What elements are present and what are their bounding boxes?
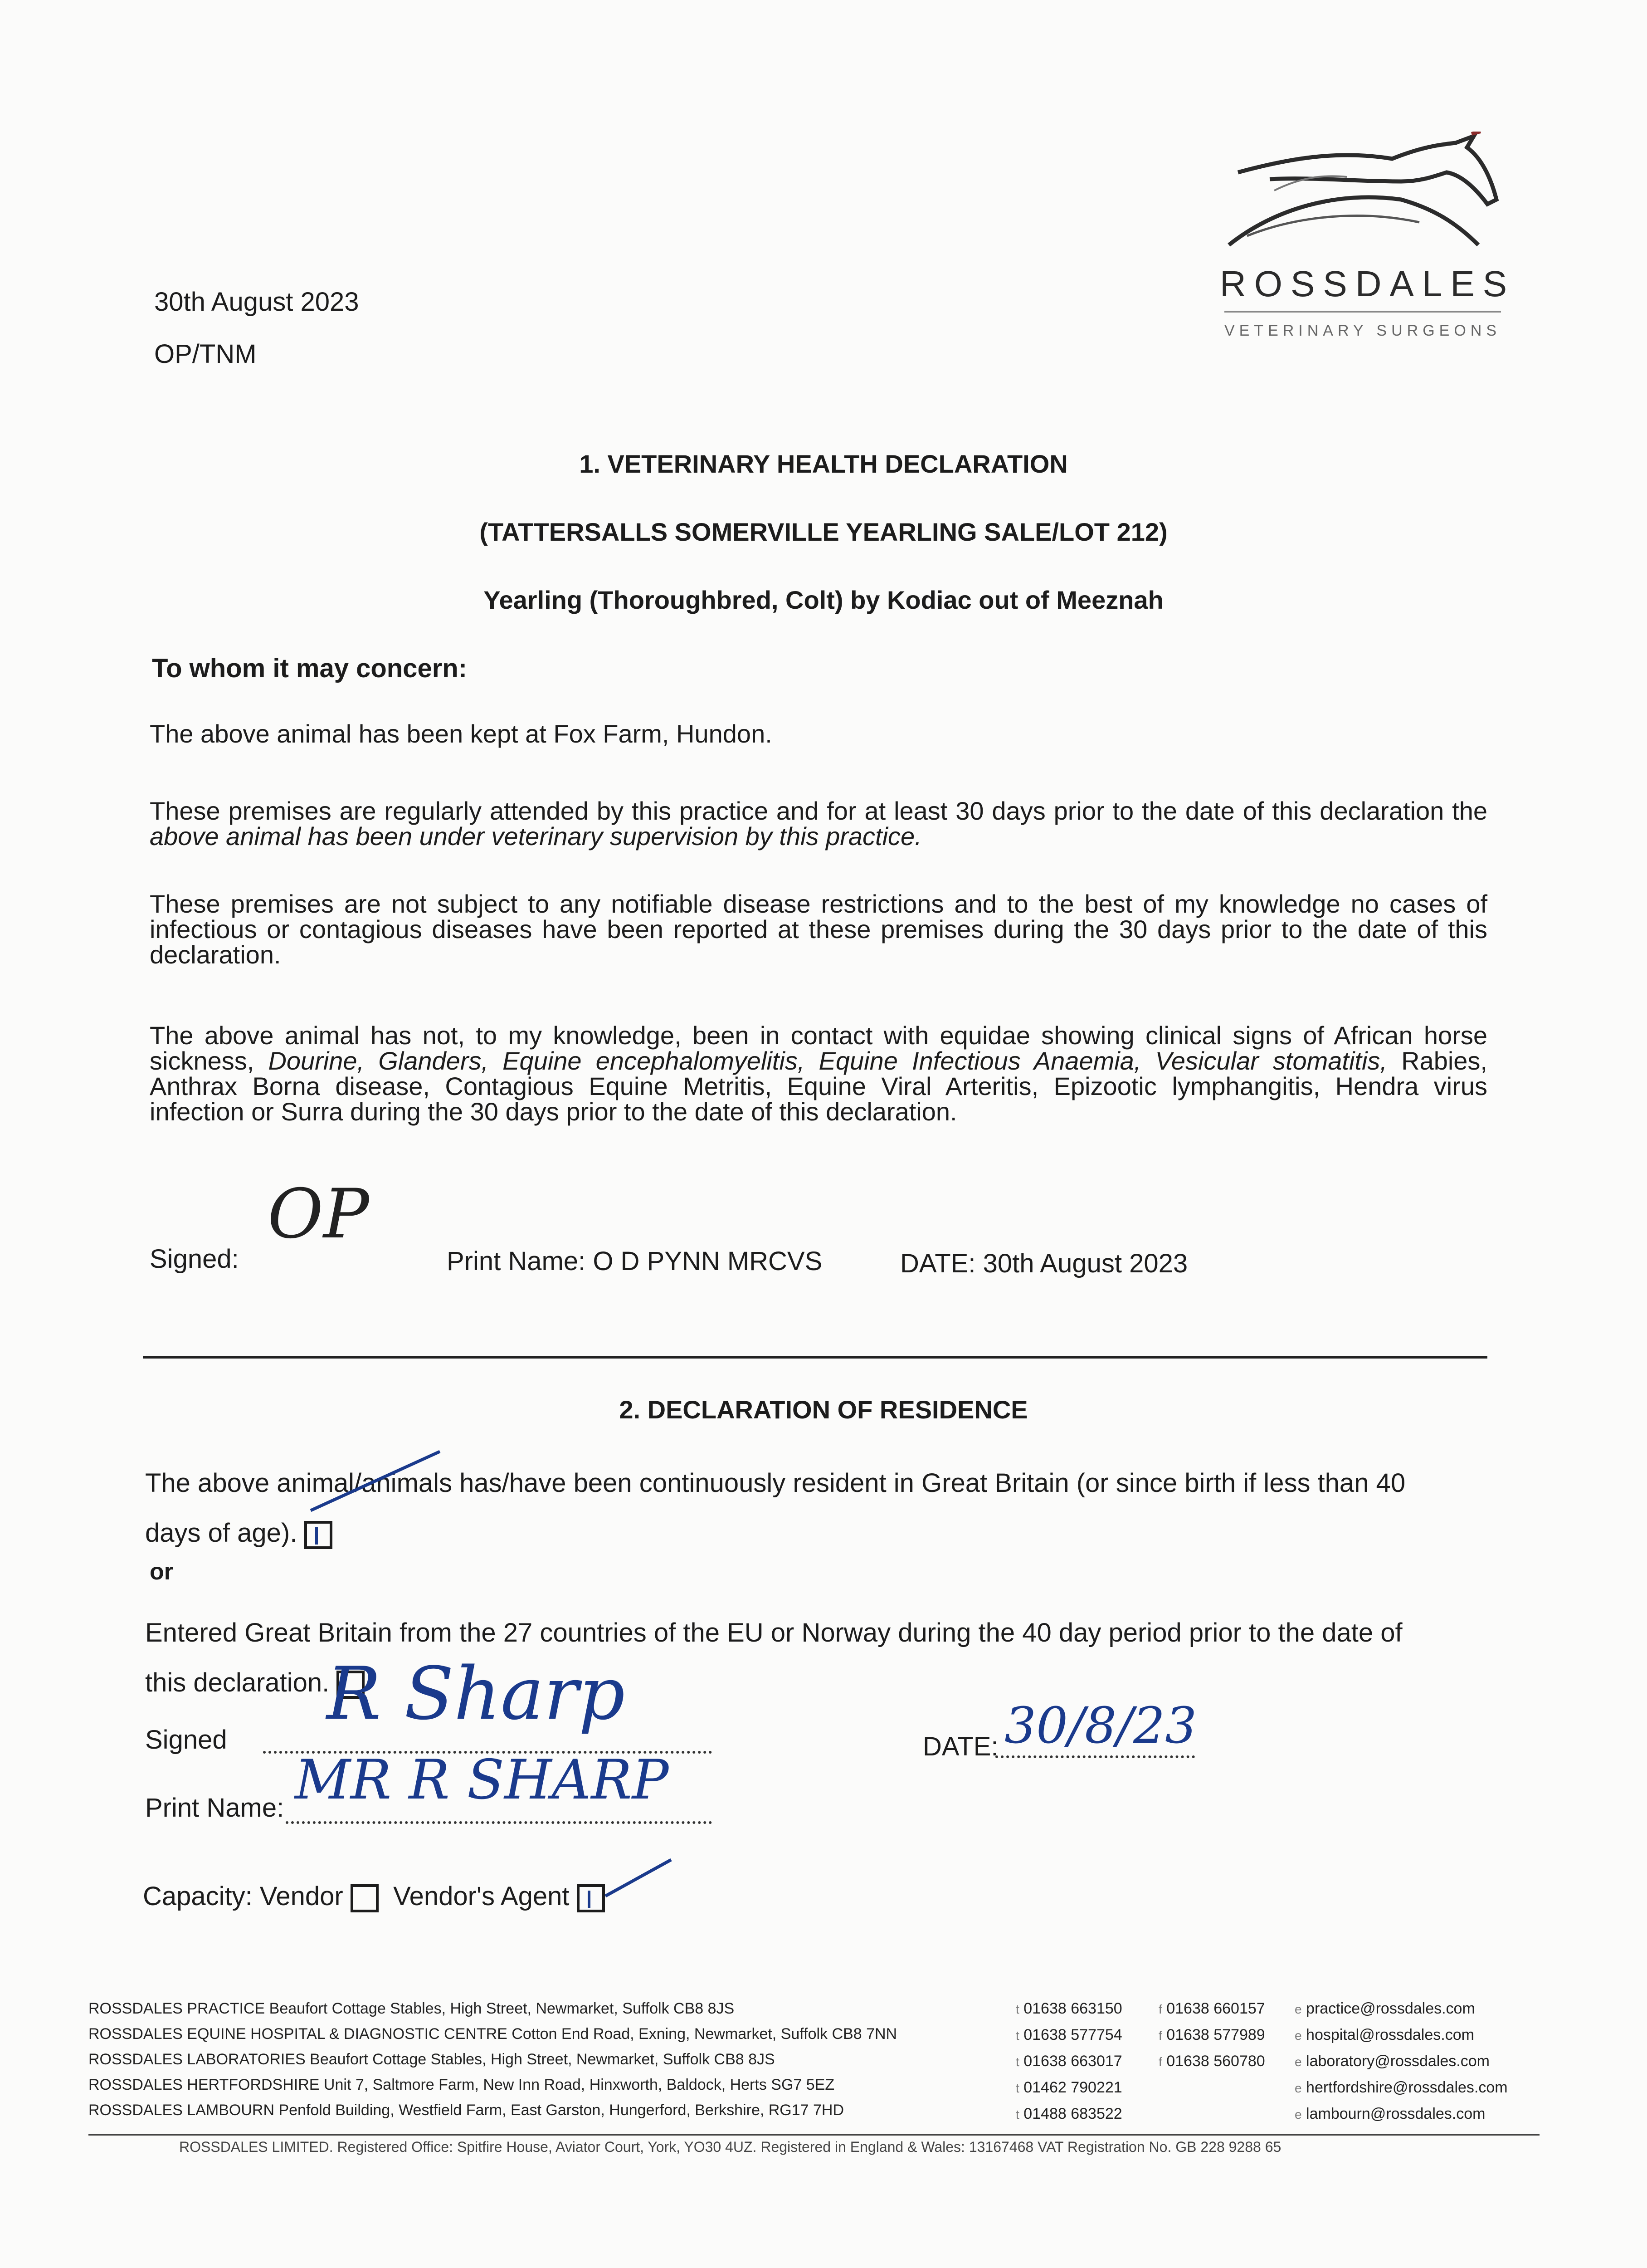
horse-head-logo-icon bbox=[1220, 132, 1506, 281]
option1-text-b: days of age). bbox=[145, 1518, 297, 1548]
office-hertfordshire: ROSSDALES HERTFORDSHIRE Unit 7, Saltmore Farm, New Inn Road, Hinxworth, Baldock, Herts SG7 5EZ bbox=[88, 2076, 835, 2093]
agent-checkbox[interactable] bbox=[577, 1884, 605, 1912]
capacity-row bbox=[143, 1880, 605, 1913]
contact-text-c: Rabies, Anthrax Borna disease, Contagious Equine Metritis, Equine Viral Arteritis, Epizootic lymphangitis, Hendra virus infection or Surra during the 30 days prior to the date of this declaration. bbox=[150, 1046, 1487, 1126]
vendor-checkbox[interactable] bbox=[351, 1884, 379, 1912]
animal-description: Yearling (Thoroughbred, Colt) by Kodiac out of Meeznah bbox=[483, 586, 1164, 614]
paragraph-contact bbox=[150, 1023, 1487, 1124]
date-label: DATE: bbox=[900, 1249, 976, 1278]
print-name-value: O D PYNN MRCVS bbox=[593, 1246, 823, 1276]
vet-date bbox=[900, 1247, 1188, 1281]
logo-tagline: VETERINARY SURGEONS bbox=[1224, 322, 1501, 339]
rossdales-logo bbox=[1220, 132, 1515, 345]
salutation: To whom it may concern: bbox=[152, 654, 468, 683]
footer-telephones: t 01638 663150 t 01638 577754 t 01638 663017 t 01462 790221 t 01488 683522 bbox=[1016, 2000, 1122, 2122]
footer-rule bbox=[88, 2134, 1540, 2136]
option1-check-stroke bbox=[308, 1447, 444, 1520]
agent-check-stroke bbox=[603, 1851, 676, 1905]
footer-faxes: f 01638 660157 f 01638 577989 f 01638 560780 bbox=[1159, 2000, 1265, 2070]
or-label: or bbox=[150, 1559, 173, 1585]
office-hospital: ROSSDALES EQUINE HOSPITAL & DIAGNOSTIC CENTRE Cotton End Road, Exning, Newmarket, Suffolk CB8 7NN bbox=[88, 2025, 897, 2043]
paragraph-supervision bbox=[150, 798, 1487, 849]
section-divider bbox=[143, 1356, 1487, 1359]
paragraph-kept-at: The above animal has been kept at Fox Farm, Hundon. bbox=[150, 719, 772, 748]
capacity-label: Capacity: bbox=[143, 1882, 253, 1911]
vendor-label: Vendor bbox=[259, 1882, 343, 1911]
print-name-label: Print Name: bbox=[447, 1246, 586, 1276]
letter-date: 30th August 2023 bbox=[154, 287, 359, 317]
agent-label: Vendor's Agent bbox=[393, 1882, 570, 1911]
office-lambourn: ROSSDALES LAMBOURN Penfold Building, Westfield Farm, East Garston, Hungerford, Berkshire, RG17 7HD bbox=[88, 2102, 844, 2119]
handwritten-date: 30/8/23 bbox=[1004, 1696, 1197, 1755]
option1-checkbox[interactable] bbox=[304, 1521, 332, 1549]
footer bbox=[88, 1996, 1540, 2168]
handwritten-print-name: MR R SHARP bbox=[295, 1749, 669, 1812]
option2-text-b: this declaration. bbox=[145, 1668, 330, 1697]
vendor-signature: R Sharp bbox=[326, 1651, 625, 1736]
signed-label: Signed: bbox=[150, 1244, 239, 1274]
signed-label-2: Signed bbox=[145, 1725, 227, 1755]
vet-print-name bbox=[447, 1245, 822, 1278]
supervision-text: These premises are regularly attended by this practice and for at least 30 days prior to the date of this declaration the bbox=[150, 797, 1487, 825]
logo-name: ROSSDALES bbox=[1220, 264, 1515, 304]
option2-text-a: Entered Great Britain from the 27 countries of the EU or Norway during the 40 day period prior to the date of bbox=[145, 1618, 1403, 1647]
option1-text-a: The above animal/animals has/have been continuously resident in Great Britain (or since birth if less than 40 bbox=[145, 1468, 1406, 1498]
office-laboratories: ROSSDALES LABORATORIES Beaufort Cottage Stables, High Street, Newmarket, Suffolk CB8 8JS bbox=[88, 2051, 775, 2068]
footer-offices bbox=[88, 1996, 897, 2123]
footer-emails: e practice@rossdales.com e hospital@rossdales.com e laboratory@rossdales.com e hertfordshire@rossdales.com e lambourn@rossdales.com bbox=[1295, 2000, 1508, 2122]
contact-diseases: Dourine, Glanders, Equine encephalomyelitis, Equine Infectious Anaemia, Vesicular stomatitis, bbox=[268, 1046, 1387, 1075]
date-label-2: DATE: bbox=[923, 1732, 999, 1761]
section2-heading: 2. DECLARATION OF RESIDENCE bbox=[619, 1395, 1028, 1424]
section1-subheading: (TATTERSALLS SOMERVILLE YEARLING SALE/LOT 212) bbox=[479, 518, 1168, 546]
paragraph-restrictions: These premises are not subject to any notifiable disease restrictions and to the best of my knowledge no cases of infectious or contagious diseases have been reported at these premises during the 30 days prior to the date of this declaration. bbox=[150, 890, 1487, 969]
contact-text-a: The above animal has not, to my knowledge, been in contact with equidae showing clinical signs of African horse sickness, bbox=[150, 1021, 1487, 1075]
registered-office: ROSSDALES LIMITED. Registered Office: Spitfire House, Aviator Court, York, YO30 4UZ. Registered in England & Wales: 13167468 VAT Registration No. GB 228 9288 65 bbox=[179, 2139, 1282, 2155]
date-value: 30th August 2023 bbox=[983, 1249, 1188, 1278]
supervision-italic: above animal has been under veterinary supervision by this practice. bbox=[150, 822, 922, 850]
print-name-label-2: Print Name: bbox=[145, 1793, 284, 1823]
vet-signature: OP bbox=[268, 1175, 369, 1254]
reference: OP/TNM bbox=[154, 339, 257, 369]
section1-heading: 1. VETERINARY HEALTH DECLARATION bbox=[579, 450, 1068, 478]
office-practice: ROSSDALES PRACTICE Beaufort Cottage Stables, High Street, Newmarket, Suffolk CB8 8JS bbox=[88, 2000, 735, 2017]
